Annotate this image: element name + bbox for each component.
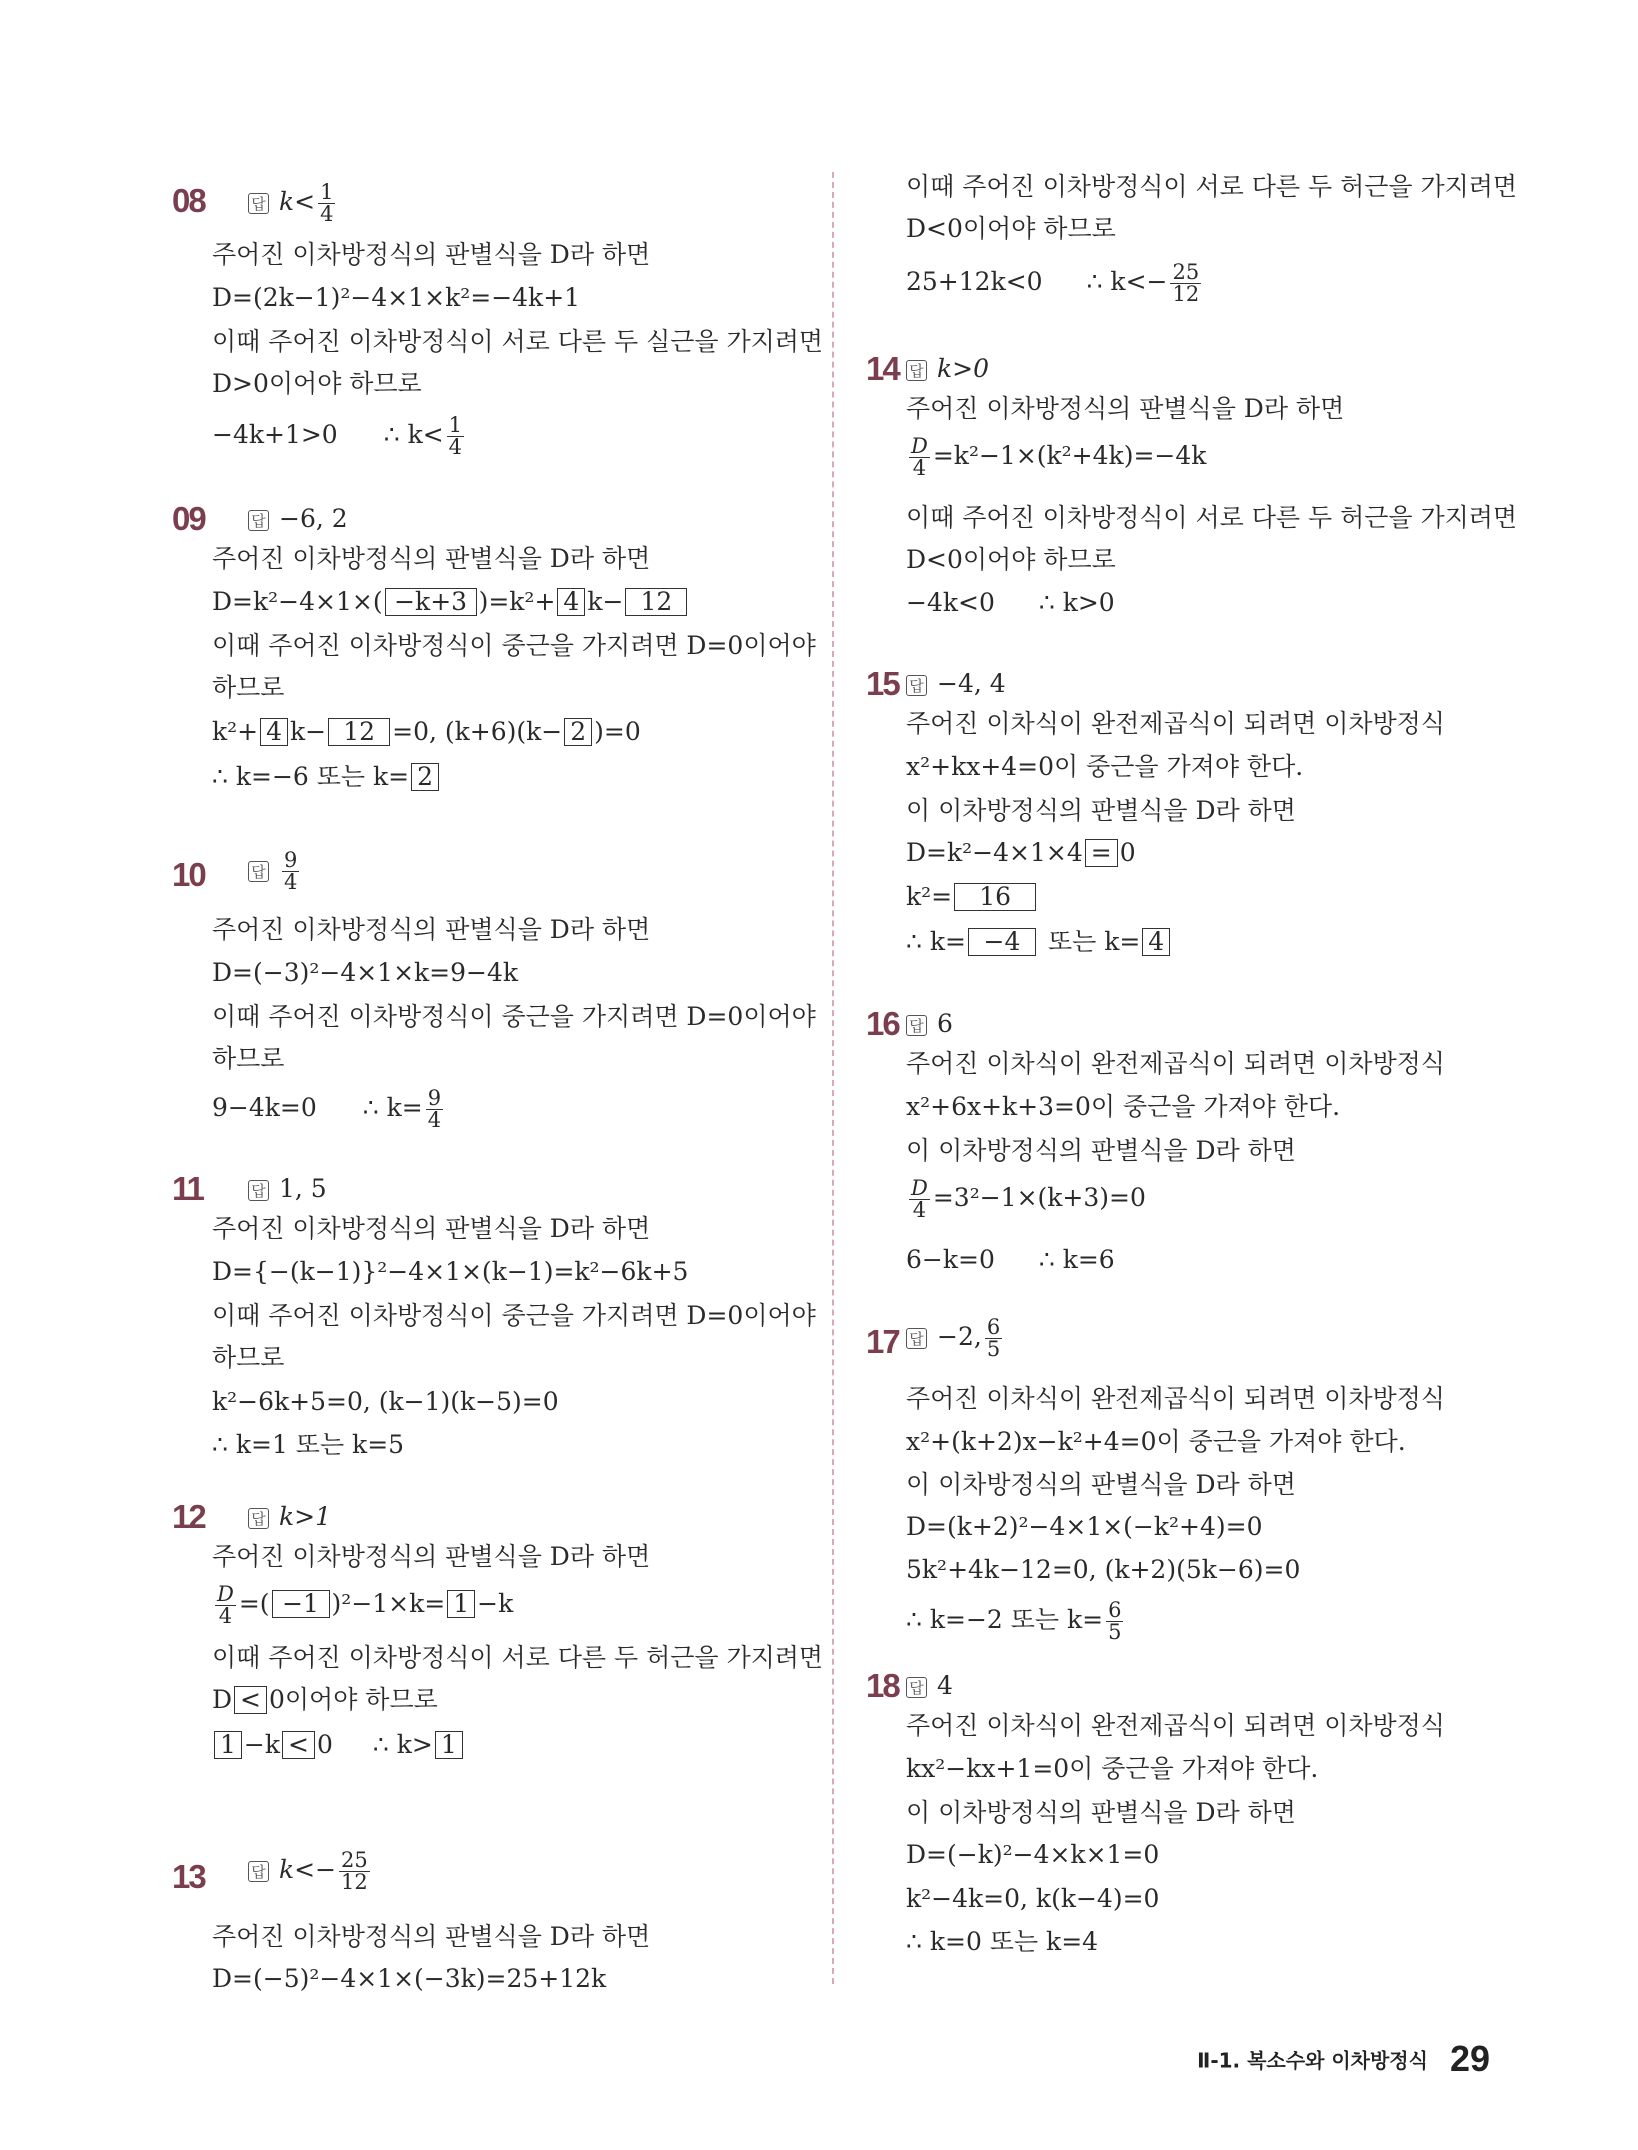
solution-line: $\frac{D}{4}$ =( −1 )²−1×k= 1 −k <box>217 1582 514 1628</box>
answer-icon: 답 <box>248 1861 269 1882</box>
solution-line: 이때 주어진 이차방정식이 중근을 가지려면 D=0이어야 <box>212 1002 816 1031</box>
solution-line: ∴ k=1 또는 k=5 <box>212 1430 405 1459</box>
answer-icon: 답 <box>248 510 269 531</box>
solution-line: 주어진 이차방정식의 판별식을 D라 하면 <box>212 1922 651 1951</box>
problem-number: 18 <box>866 1667 899 1704</box>
solution-line: x²+6x+k+3=0이 중근을 가져야 한다. <box>906 1092 1341 1121</box>
solution-line: ∴ k=−6 또는 k= 2 <box>212 762 441 792</box>
solution-line: D=(−k)²−4×k×1=0 <box>906 1840 1160 1869</box>
problem-number: 17 <box>866 1323 899 1360</box>
solution-line: D={−(k−1)}²−4×1×(k−1)=k²−6k+5 <box>212 1257 689 1286</box>
solution-line: 이 이차방정식의 판별식을 D라 하면 <box>906 1136 1296 1165</box>
answer-icon: 답 <box>906 1328 927 1349</box>
solution-line: x²+(k+2)x−k²+4=0이 중근을 가져야 한다. <box>906 1427 1406 1456</box>
answer-icon: 답 <box>248 193 269 214</box>
solution-line: D=(k+2)²−4×1×(−k²+4)=0 <box>906 1512 1263 1541</box>
solution-line: ∴ k= −4 또는 k= 4 <box>906 927 1172 957</box>
solution-line: D=(2k−1)²−4×1×k²=−4k+1 <box>212 283 581 312</box>
solution-line: kx²−kx+1=0이 중근을 가져야 한다. <box>906 1754 1319 1783</box>
answer: 답 $\frac{9}{4}$ <box>248 850 302 893</box>
solution-line: D < 0이어야 하므로 <box>212 1685 438 1714</box>
solution-line: $\frac{D}{4}$ =3²−1×(k+3)=0 <box>911 1176 1146 1222</box>
answer-icon: 답 <box>906 1015 927 1036</box>
answer-icon: 답 <box>248 1508 269 1529</box>
solution-line: 하므로 <box>212 1044 285 1073</box>
solution-line: 주어진 이차방정식의 판별식을 D라 하면 <box>212 915 651 944</box>
solution-line: 6−k=0 ∴ k=6 <box>906 1245 1115 1274</box>
solution-line: 9−4k=0 ∴ k= $\frac{9}{4}$ <box>212 1086 442 1132</box>
solution-line: 주어진 이차식이 완전제곱식이 되려면 이차방정식 <box>906 709 1445 738</box>
solution-line: −4k+1>0 ∴ k< $\frac{1}{4}$ <box>212 413 463 459</box>
solution-line: 하므로 <box>212 1343 285 1372</box>
problem-number: 09 <box>172 500 205 537</box>
answer: 답 1, 5 <box>248 1174 327 1203</box>
solution-line: k²−4k=0, k(k−4)=0 <box>906 1884 1160 1913</box>
solution-line: D=k²−4×1×4 = 0 <box>906 838 1136 867</box>
solution-line: 주어진 이차식이 완전제곱식이 되려면 이차방정식 <box>906 1384 1445 1413</box>
problem-number: 10 <box>172 856 205 893</box>
chapter-title: Ⅱ-1. 복소수와 이차방정식 <box>1197 2048 1428 2073</box>
solution-line: 주어진 이차방정식의 판별식을 D라 하면 <box>212 240 651 269</box>
solution-line: 1 −k < 0 ∴ k> 1 <box>212 1730 465 1760</box>
solution-line: ∴ k=0 또는 k=4 <box>906 1927 1099 1956</box>
column-divider <box>832 172 834 1984</box>
solution-line: 주어진 이차방정식의 판별식을 D라 하면 <box>212 544 651 573</box>
solution-line: 주어진 이차식이 완전제곱식이 되려면 이차방정식 <box>906 1049 1445 1078</box>
answer: 답 k>0 <box>906 354 989 383</box>
solution-line: D<0이어야 하므로 <box>906 545 1116 574</box>
answer: 답 k< $\frac{1}{4}$ <box>248 182 338 225</box>
solution-line: $\frac{D}{4}$ =k²−1×(k²+4k)=−4k <box>911 434 1207 480</box>
solution-line: 5k²+4k−12=0, (k+2)(5k−6)=0 <box>906 1555 1301 1584</box>
answer-icon: 답 <box>906 360 927 381</box>
answer: 답 k<− $\frac{25}{12}$ <box>248 1850 373 1893</box>
answer: 답 6 <box>906 1009 953 1038</box>
solution-line: 이때 주어진 이차방정식이 서로 다른 두 실근을 가지려면 <box>212 327 824 356</box>
solution-line: k²= 16 <box>906 882 1038 912</box>
solution-line: 이때 주어진 이차방정식이 서로 다른 두 허근을 가지려면 <box>212 1643 824 1672</box>
answer: 답 −6, 2 <box>248 504 348 533</box>
answer-icon: 답 <box>248 1180 269 1201</box>
solution-line: k²+ 4 k− 12 =0, (k+6)(k− 2 )=0 <box>212 717 641 746</box>
answer: 답 −2, $\frac{6}{5}$ <box>906 1317 1005 1360</box>
solution-line: 이때 주어진 이차방정식이 중근을 가지려면 D=0이어야 <box>212 1301 816 1330</box>
problem-number: 13 <box>172 1858 205 1895</box>
solution-line: x²+kx+4=0이 중근을 가져야 한다. <box>906 752 1304 781</box>
solution-line: 이때 주어진 이차방정식이 중근을 가지려면 D=0이어야 <box>212 631 816 660</box>
solution-line: 하므로 <box>212 673 285 702</box>
solution-line: 주어진 이차방정식의 판별식을 D라 하면 <box>906 394 1345 423</box>
solution-line: 이 이차방정식의 판별식을 D라 하면 <box>906 1798 1296 1827</box>
problem-number: 14 <box>866 350 899 387</box>
solution-line: 주어진 이차식이 완전제곱식이 되려면 이차방정식 <box>906 1711 1445 1740</box>
solution-line: k²−6k+5=0, (k−1)(k−5)=0 <box>212 1387 559 1416</box>
page-footer <box>1197 2038 1490 2080</box>
solution-line: 이때 주어진 이차방정식이 서로 다른 두 허근을 가지려면 <box>906 503 1518 532</box>
solution-line: −4k<0 ∴ k>0 <box>906 588 1115 617</box>
answer-icon: 답 <box>906 675 927 696</box>
solution-line: 25+12k<0 ∴ k<− $\frac{25}{12}$ <box>906 260 1200 306</box>
answer: 답 −4, 4 <box>906 669 1006 698</box>
solution-line: D=(−3)²−4×1×k=9−4k <box>212 958 519 987</box>
page-number: 29 <box>1449 2038 1490 2079</box>
solution-line: 이 이차방정식의 판별식을 D라 하면 <box>906 1470 1296 1499</box>
answer: 답 4 <box>906 1671 953 1700</box>
solution-line: 주어진 이차방정식의 판별식을 D라 하면 <box>212 1542 651 1571</box>
problem-number: 08 <box>172 182 205 219</box>
problem-number: 15 <box>866 665 899 702</box>
answer-icon: 답 <box>906 1677 927 1698</box>
answer-icon: 답 <box>248 861 269 882</box>
fraction: $\frac{1}{4}$ <box>320 180 334 226</box>
solution-line: 주어진 이차방정식의 판별식을 D라 하면 <box>212 1214 651 1243</box>
answer: 답 k>1 <box>248 1502 331 1531</box>
solution-line: D=k²−4×1×( −k+3 )=k²+ 4 k− 12 <box>212 587 689 617</box>
solution-line: D=(−5)²−4×1×(−3k)=25+12k <box>212 1964 607 1993</box>
solution-line: D<0이어야 하므로 <box>906 214 1116 243</box>
problem-number: 11 <box>172 1170 203 1207</box>
problem-number: 16 <box>866 1005 899 1042</box>
solution-line: ∴ k=−2 또는 k= $\frac{6}{5}$ <box>906 1598 1122 1644</box>
solution-line: 이때 주어진 이차방정식이 서로 다른 두 허근을 가지려면 <box>906 172 1518 201</box>
solution-line: D>0이어야 하므로 <box>212 369 422 398</box>
solution-line: 이 이차방정식의 판별식을 D라 하면 <box>906 796 1296 825</box>
problem-number: 12 <box>172 1498 205 1535</box>
